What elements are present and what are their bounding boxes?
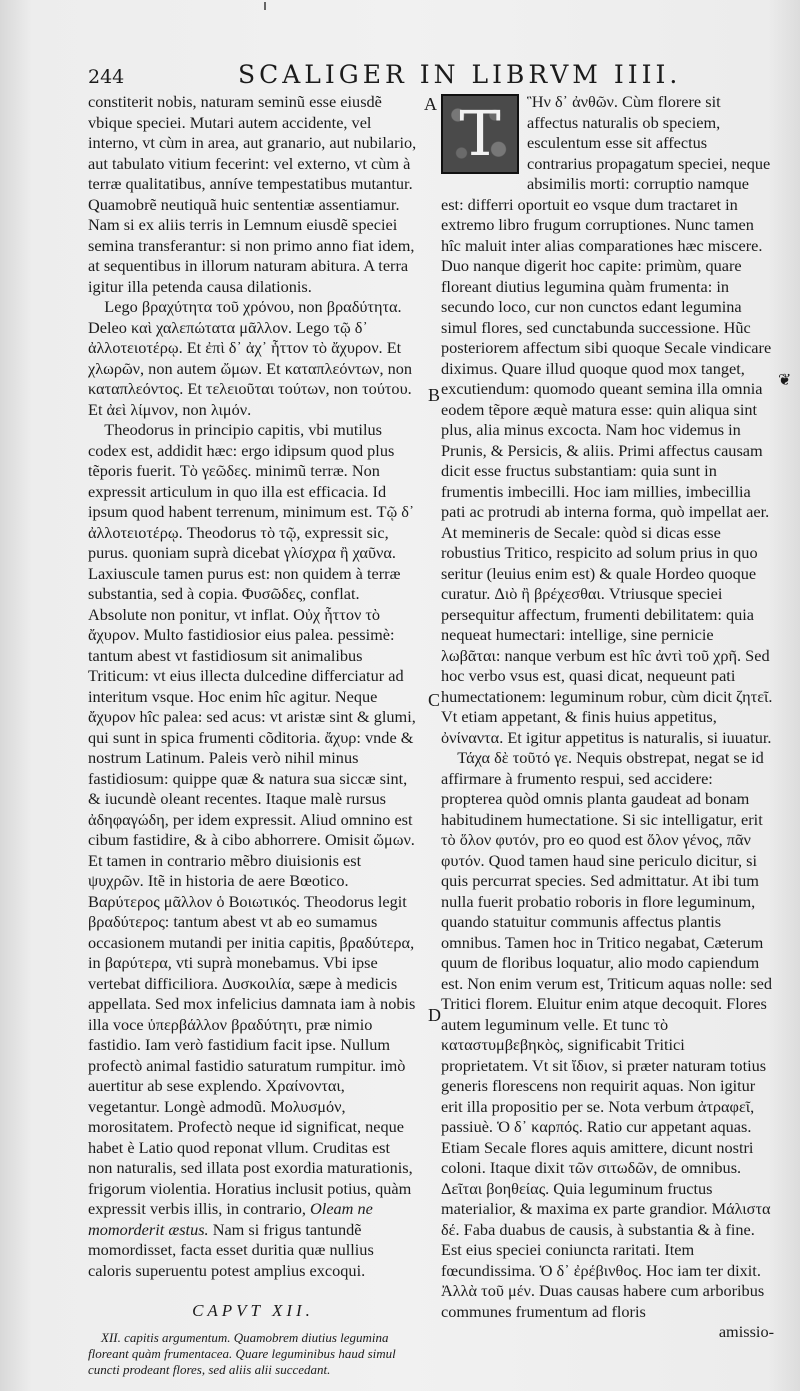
- margin-letter-d: D: [428, 1005, 441, 1025]
- left-paragraph-1: constiterit nobis, naturam seminũ esse eiusdẽ vbique speciei. Mutari autem accidente, vel interno, vt cùm in area, aut granario, aut nubilario, aut tabulato vitium fecerint: vel externo, vt cùm à terræ qualitatibus, anníve tempestatibus mutantur. Quamobrẽ neutiquã huic sententiæ assentiamur. Nam si ex aliis terris in Lemnum eiusdẽ speciei semina transferantur: si non primo anno fiat idem, at sequentibus in illorum naturam abitura. A terra igitur illa petenda causa dilationis.: [88, 92, 417, 296]
- left-paragraph-3-end: Nam si frigus tantundẽ momordisset, facta esset duritia quæ nullius caloris superuentu potest amplius excoqui.: [88, 1219, 374, 1280]
- margin-letter-c: C: [428, 690, 441, 710]
- left-paragraph-3-text: Theodorus in principio capitis, vbi mutilus codex est, addidit hæc: ergo idipsum quod plus tẽporis fuerit. Τὸ γεῶδες. minimũ terræ. Non expressit articulum in quo illa est efficacia. Id ipsum quod habent terrenum, minimum est. Τῷ δ᾽ ἀλλοτειοτέρῳ. Theodorus τὸ τῷ, expressit sic, purus. quoniam suprà dicebat γλίσχρα ἢ χαῦνα. Laxiuscule tamen purus est: non quidem à terræ substantia, sed à copia. Φυσῶδες, conflat. Absolute non ponitur, vt inflat. Οὐχ ἧττον τὸ ἄχυρον. Multo fastidiosior eius palea. pessimè: tantum abest vt fastidiosum sit animalibus Triticum: vt eius illecta dulcedine differciatur ad interitum vsque. Hoc enim hîc agitur. Neque ἄχυρον hîc palea: sed acus: vt aristæ sint & glumi, qui sunt in spica frumenti cõditoria. ἄχυρ: vnde & nostrum Latinum. Paleis verò nihil minus fastidiosum: quippe quæ & natura sua siccæ sint, & iucundè oleant recentes. Itaque malè rursus ἀδηφαγώδη, per idem expressit. Aliud omnino est cibum fastidire, & à cibo abhorrere. Omisit ὤμων. Et tamen in contrario mẽbro diuisionis est ψυχρῶν. Itẽ in historia de aere Bœotico. Βαρύτερος μᾶλλον ὁ Βοιωτικός. Theodorus legit βραδύτερος: tantum abest vt ab eo sumamus occasionem mutandi per initia capitis, βραδύτερα, in βαρύτερα, vti suprà monebamus. Vbi ipse vertebat difficiliora. Δυσκοιλία, sæpe à medicis appellata. Sed mox infelicius damnata iam à nobis illa voce ὑπερβάλλον βραδύτητι, præ nimio fastidio. Iam verò fastidium facit ipse. Nullum profectò animal fastidio saturatum rumpitur. imò auertitur ab sese explendo. Χραίνονται, vegetantur. Longè admodũ. Μολυσμόν, morositatem. Profectò neque id significat, neque habet è Latio quod reponat vllum. Cruditas est non naturalis, sed illata post exordia maturationis, frigorum violentia. Horatius inclusit potius, quàm expressit verbis illis, in contrario,: [88, 420, 416, 1218]
- right-column: [441, 92, 774, 1343]
- running-head: SCALIGER IN LIBRVM IIII.: [238, 60, 682, 89]
- decorated-initial: T: [441, 94, 519, 174]
- flower-ornament-icon: ❦: [778, 370, 792, 389]
- page-header: [88, 56, 760, 90]
- page-number: 244: [88, 66, 125, 88]
- left-paragraph-2: Lego βραχύτητα τοῦ χρόνου, non βραδύτητα. Deleo καὶ χαλεπώτατα μᾶλλον. Lego τῷ δ᾽ ἀλλοτειοτέρῳ. Et ἐπὶ δ᾽ ἀχ᾽ ἧττον τὸ ἄχυρον. Et χλωρῶν, non autem ὤμων. Et καταπλεόντων, non καταπλεόντος. Et τελειοῦται τούτων, non τούτου. Et ἀεὶ λίμνον, non λιμόν.: [88, 297, 413, 419]
- left-paragraph-3: [88, 420, 418, 1281]
- catchword: amissio-: [718, 1322, 774, 1341]
- left-column: [88, 92, 418, 1378]
- margin-letter-b: B: [428, 385, 441, 405]
- chapter-title: CAPVT XII.: [192, 1301, 314, 1320]
- page-top-mark: [264, 2, 266, 10]
- margin-letter-a: A: [424, 94, 437, 114]
- right-paragraph-2: Τάχα δὲ τοῦτό γε. Nequis obstrepat, negat se id affirmare à frumento respui, sed accidere: propterea quòd omnis planta gaudeat ad bonam habitudinem humectatione. Si sic intelligatur, erit τὸ ὅλον φυτόν, pro eo quod est ὅλον γένος, πᾶν φυτόν. Quod tamen haud sine periculo dicitur, si quis percurrat species. Sed admittatur. At ibi tum nulla fuerit probatio roboris in flore leguminum, quando statuitur communis affectus plantis omnibus. Tamen hoc in Tritico negabat, Cæterum quum de floribus loquatur, alio modo capiendum est. Non enim verum est, Triticum aquas nolle: sed Tritici florem. Eluitur enim atque decoquit. Flores autem leguminum velle. Et tunc τὸ καταστυμβεβηκὸς, significabit Tritici proprietatem. Vt sit ἴδιον, si præter naturam totius generis florescens non requirit aquas. Non igitur erit illa propositio per se. Nota verbum ἀτραφεῖ, passiuè. Ὁ δ᾽ καρπός. Ratio cur appetant aquas. Etiam Secale flores aquis amittere, dicunt nostri coloni. Itaque dixit τῶν σιτωδῶν, de omnibus. Δεῖται βοηθείας. Quia leguminum fructus materialior, & maxima ex parte grandior. Μάλιστα δέ. Faba duabus de causis, à substantia & à fine. Est eius speciei coniuncta raritati. Item fœcundissima. Ὁ δ᾽ ἐρέβινθος. Hoc iam ter dixit. Ἀλλὰ τοῦ μέν. Duas causas habere cum arboribus communes frumentum ad floris: [441, 748, 773, 1321]
- right-paragraph-1: Ἣν δ᾽ ἀνθῶν. Cùm florere sit affectus naturalis ob speciem, esculentum esse sit affectus contrarius propagatum speciei, neque absimilis morti: corruptio namque est: differri oportuit eo vsque dum tractaret in extremo libro frugum corruptiones. Nunc tamen hîc maluit inter alias comparationes hæc miscere. Duo nanque digerit hoc capite: primùm, quare floreant diutius legumina quàm frumenta: in secundo loco, cur non cunctos edant legumina simul flores, sed cunctabunda successione. Hũc posteriorem affectum sibi quoque Secale vindicare diximus. Quare illud quoque quod mox tanget, excutiendum: quomodo queant semina illa omnia eodem tẽpore æquè matura esse: quin aliqua sint plus, alia minus excocta. Nam hoc videmus in Prunis, & Persicis, & aliis. Primi affectus causam dicit esse fructus substantiam: quia sunt in frumentis imbecilli. Hoc iam millies, imbecillia pati ac protrudi ab interna forma, quò impellat aer. At memineris de Secale: quòd si dicas esse robustius Tritico, respicito ad solum prius in quo seritur (leuius enim est) & quale Hordeo quoque curatur. Διὸ ἢ βρέχεσθαι. Vtriusque speciei persequitur affectum, frumenti debilitatem: quia nequeat humectari: intellige, sine pernicie λωβᾶται: nanque verbum est hîc ἀντὶ τοῦ χρῆ. Sed hoc verbo vsus est, quasi dicat, nequeunt pati humectationem: leguminum robur, cùm dicit ζητεῖ. Vt etiam appetant, & finis huius appetitus, ὀνίναντα. Et igitur appetitus is naturalis, si iuuatur.: [441, 92, 773, 747]
- horace-quote: Oleam ne momorderit æstus.: [88, 1199, 373, 1239]
- chapter-summary: XII. capitis argumentum. Quamobrem diutius legumina floreant quàm frumentacea. Quare leguminibus haud simul cuncti prodeant flores, sed aliis alii succedant.: [88, 1329, 396, 1377]
